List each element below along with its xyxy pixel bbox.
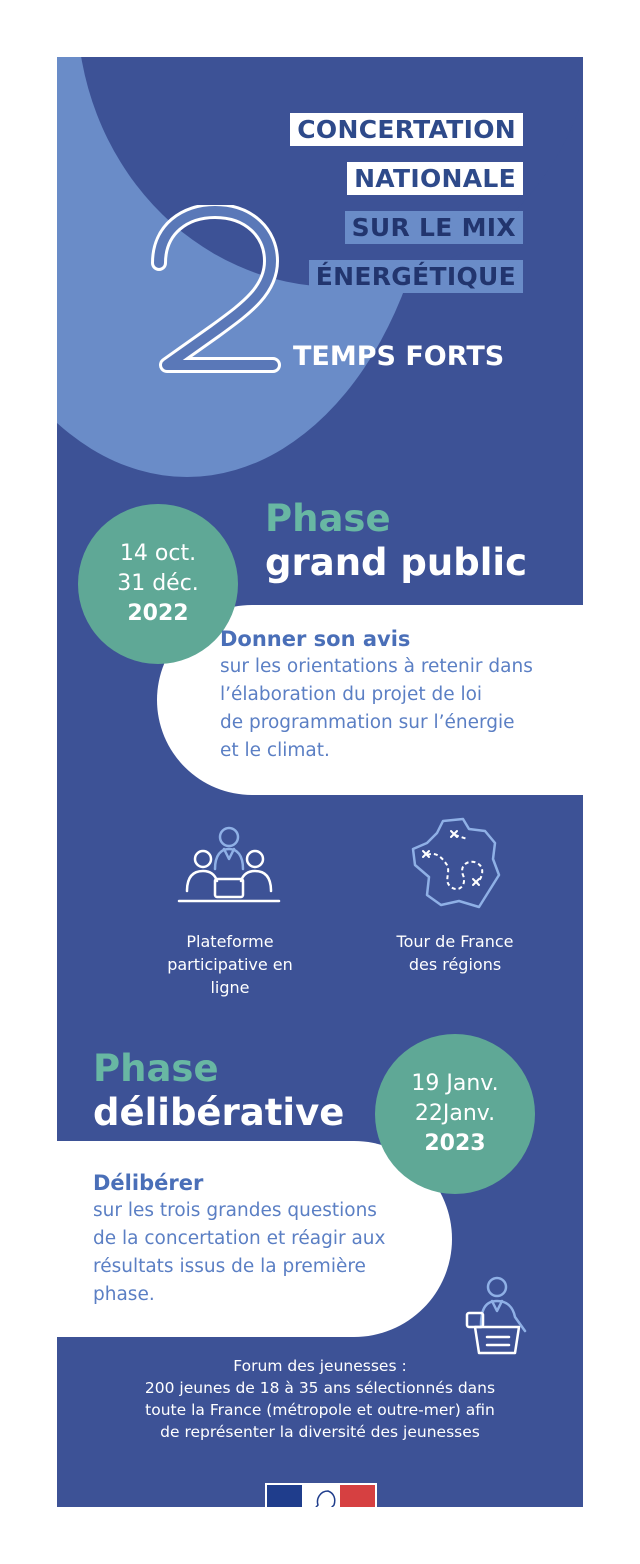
phase1-heading [265, 497, 527, 585]
big-number-two [145, 205, 285, 380]
phase1-date-start: 14 oct. [119, 541, 197, 566]
phase2-card-line: sur les trois grandes questions [93, 1200, 377, 1221]
feature-label-line: participative en [167, 955, 293, 974]
phase1-name: grand public [265, 541, 528, 584]
phase1-card-line: sur les orientations à retenir dans [220, 656, 533, 677]
feature-label-line: Plateforme [186, 932, 274, 951]
feature-label-tour-de-france [375, 930, 535, 976]
feature-label-plateforme [145, 930, 315, 999]
phase2-date-end: 22Janv. [414, 1101, 496, 1126]
phase2-card-line: résultats issus de la première [93, 1256, 366, 1277]
title-line-3: SUR LE MIX [345, 211, 523, 244]
phase1-card-title: Donner son avis [220, 627, 411, 651]
forum-line: 200 jeunes de 18 à 35 ans sélectionnés dans [144, 1379, 496, 1397]
phase2-date-start: 19 Janv. [411, 1071, 499, 1096]
speaker-podium-icon [461, 1275, 531, 1357]
phase2-label: Phase [93, 1047, 219, 1090]
forum-line: Forum des jeunesses : [233, 1357, 407, 1375]
france-map-icon [407, 815, 507, 911]
phase1-date-badge [78, 504, 238, 664]
phase1-card-line: et le climat. [220, 740, 330, 761]
phase2-card-text [93, 1169, 385, 1309]
forum-line: toute la France (métropole et outre-mer) afin [145, 1401, 495, 1419]
forum-line: de représenter la diversité des jeunesses [160, 1423, 480, 1441]
phase2-heading [93, 1047, 344, 1135]
phase1-date-year: 2022 [127, 601, 189, 626]
infographic-panel [57, 57, 583, 1507]
phase2-name: délibérative [93, 1091, 345, 1134]
phase1-card-text [220, 625, 533, 765]
feature-label-line: des régions [408, 955, 502, 974]
phase2-card-line: de la concertation et réagir aux [93, 1228, 386, 1249]
phase1-date-end: 31 déc. [117, 571, 199, 596]
phase2-date-badge [375, 1034, 535, 1194]
phase2-date-year: 2023 [424, 1131, 486, 1156]
title-line-1: CONCERTATION [290, 113, 523, 146]
phase2-card-title: Délibérer [93, 1171, 204, 1195]
title-line-2: NATIONALE [347, 162, 523, 195]
feature-label-line: Tour de France [396, 932, 514, 951]
subtitle-temps-forts: TEMPS FORTS [293, 341, 505, 372]
phase1-card-line: de programmation sur l’énergie [220, 712, 515, 733]
title-line-4: ÉNERGÉTIQUE [309, 260, 523, 293]
marianne-profile-icon [302, 1485, 340, 1507]
title-block [290, 113, 523, 309]
phase2-card-line: phase. [93, 1284, 155, 1305]
meeting-people-icon [177, 825, 281, 907]
forum-description [77, 1355, 563, 1443]
feature-label-line: ligne [210, 978, 250, 997]
marianne-flag-icon [265, 1483, 377, 1507]
phase1-label: Phase [265, 497, 391, 540]
phase1-card-line: l’élaboration du projet de loi [220, 684, 483, 705]
